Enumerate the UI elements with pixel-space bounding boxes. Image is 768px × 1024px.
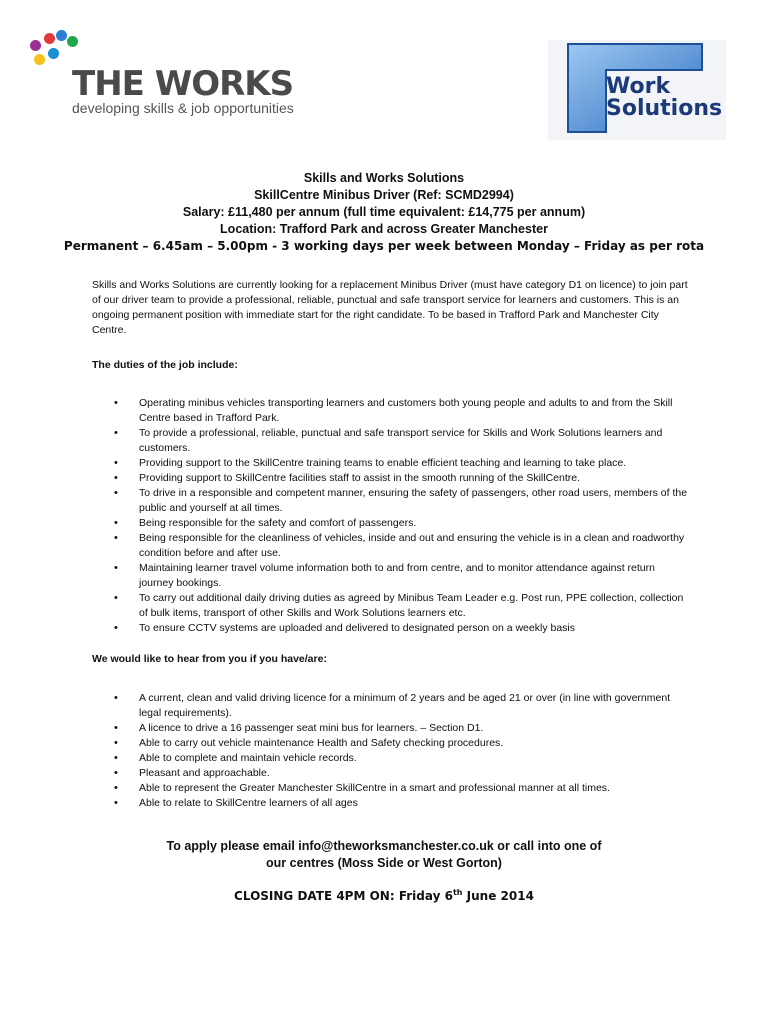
requirement-item: • A licence to drive a 16 passenger seat mini bus for learners. – Section D1. — [92, 721, 692, 736]
company-name: Skills and Works Solutions — [303, 171, 465, 185]
requirement-item: • A current, clean and valid driving licence for a minimum of 2 years and be aged 21 or over (in line with government legal requirements). — [92, 691, 692, 721]
duty-item: • Operating minibus vehicles transporting learners and customers both young people and adults to and from the Skill Centre based in Trafford Park. — [92, 396, 692, 426]
closing-date — [0, 888, 768, 903]
the-works-logo — [30, 30, 300, 120]
job-heading — [0, 170, 768, 255]
ws-line-solutions: Solutions — [606, 96, 723, 121]
duty-item: • To drive in a responsible and competent manner, ensuring the safety of passengers, other road users, members of the public and yourself at all times. — [92, 486, 692, 516]
works-logo-tagline: developing skills & job opportunities — [72, 100, 294, 116]
duties-list — [92, 396, 692, 636]
requirement-item: • Able to relate to SkillCentre learners of all ages — [92, 796, 692, 811]
dot-icon — [44, 33, 55, 44]
duty-item: • Providing support to SkillCentre facilities staff to assist in the smooth running of the SkillCentre. — [92, 471, 692, 486]
duty-item: • To carry out additional daily driving duties as agreed by Minibus Team Leader e.g. Post run, PPE collection, collection of bulk items, transport of other Skills and Work Solutions learners etc. — [92, 591, 692, 621]
location: Location: Trafford Park and across Greater Manchester — [220, 222, 548, 236]
duty-item: • Maintaining learner travel volume information both to and from centre, and to monitor attendance against return journey bookings. — [92, 561, 692, 591]
job-description — [92, 278, 692, 811]
dot-icon — [56, 30, 67, 41]
duty-item: • Being responsible for the safety and comfort of passengers. — [92, 516, 692, 531]
apply-line-2: our centres (Moss Side or West Gorton) — [266, 856, 502, 870]
apply-line-1: To apply please email info@theworksmanchester.co.uk or call into one of — [166, 839, 602, 853]
works-logo-title: THE WORKS — [72, 64, 294, 104]
work-solutions-logo — [548, 40, 726, 140]
requirement-item: • Able to represent the Greater Manchester SkillCentre in a smart and professional manner at all times. — [92, 781, 692, 796]
duties-title: The duties of the job include: — [92, 359, 238, 371]
duty-item: • Providing support to the SkillCentre training teams to enable efficient teaching and learning to take place. — [92, 456, 692, 471]
requirements-title: We would like to hear from you if you have/are: — [92, 653, 327, 665]
requirement-item: • Pleasant and approachable. — [92, 766, 692, 781]
requirement-item: • Able to complete and maintain vehicle records. — [92, 751, 692, 766]
duty-item: • To ensure CCTV systems are uploaded and delivered to designated person on a weekly basis — [92, 621, 692, 636]
duty-item: • Being responsible for the cleanliness of vehicles, inside and out and ensuring the vehicle is in a clean and roadworthy condition before and after use. — [92, 531, 692, 561]
dot-icon — [30, 40, 41, 51]
dot-icon — [34, 54, 45, 65]
ws-line-work: Work — [606, 74, 671, 99]
dot-icon — [48, 48, 59, 59]
work-solutions-wordmark — [606, 76, 722, 120]
closing-suffix: th — [452, 888, 463, 897]
closing-prefix: CLOSING DATE 4PM ON: Friday 6 — [234, 889, 453, 903]
apply-instructions — [0, 838, 768, 872]
requirements-list — [92, 691, 692, 811]
salary: Salary: £11,480 per annum (full time equivalent: £14,775 per annum) — [182, 205, 586, 219]
duty-item: • To provide a professional, reliable, punctual and safe transport service for Skills and Work Solutions learners and customers. — [92, 426, 692, 456]
dot-icon — [67, 36, 78, 47]
hours: Permanent – 6.45am – 5.00pm - 3 working days per week between Monday – Friday as per rota — [63, 239, 705, 253]
job-title: SkillCentre Minibus Driver (Ref: SCMD2994) — [254, 188, 514, 202]
requirement-item: • Able to carry out vehicle maintenance Health and Safety checking procedures. — [92, 736, 692, 751]
closing-rest: June 2014 — [462, 889, 534, 903]
intro-paragraph: Skills and Works Solutions are currently looking for a replacement Minibus Driver (must have category D1 on licence) to join part of our driver team to provide a professional, reliable, punctual and safe transport service for learners and customers. This is an ongoing permanent position with immediate start for the right candidate. To be based in Trafford Park and Manchester City Centre. — [92, 279, 688, 336]
